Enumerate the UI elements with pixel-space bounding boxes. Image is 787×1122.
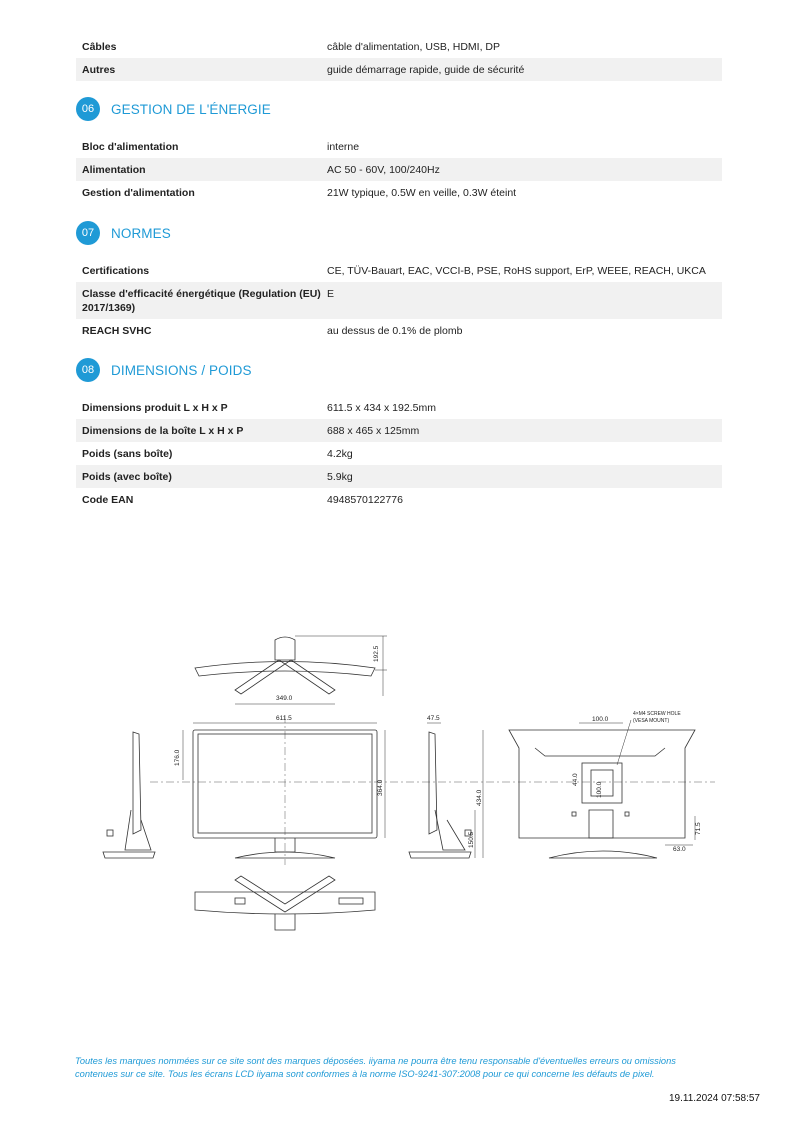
spec-row (76, 419, 722, 442)
spec-label: Classe d'efficacité énergétique (Regulation (EU) 2017/1369) (82, 287, 321, 314)
dim-width: 611.5 (276, 715, 292, 722)
spec-label: Câbles (82, 40, 117, 53)
spec-value: 4.2kg (327, 447, 353, 460)
spec-value: AC 50 - 60V, 100/240Hz (327, 163, 440, 176)
dim-stand-height: 150.5 (468, 831, 475, 848)
dim-total-height: 434.0 (476, 789, 483, 806)
dim-foot-width: 63.0 (673, 846, 686, 853)
dim-side-depth: 47.5 (427, 715, 440, 722)
spec-label: Alimentation (82, 163, 146, 176)
disclaimer-line: Toutes les marques nommées sur ce site sont des marques déposées. iiyama ne pourra être tenu responsable d'éventuelles erreurs ou omissions (75, 1056, 676, 1066)
legal-disclaimer (75, 1055, 735, 1081)
cables-table (76, 35, 722, 81)
spec-row (76, 465, 722, 488)
screw-note-1: 4×M4 SCREW HOLE (633, 711, 681, 717)
spec-value: 611.5 x 434 x 192.5mm (327, 401, 436, 414)
dim-vesa-width: 100.0 (592, 716, 609, 723)
back-view (509, 711, 702, 858)
section-number-badge: 07 (76, 221, 100, 245)
section-title: GESTION DE L'ÉNERGIE (111, 101, 271, 117)
bottom-view (195, 876, 375, 930)
section-title: DIMENSIONS / POIDS (111, 362, 252, 378)
spec-value: 4948570122776 (327, 493, 403, 506)
spec-row (76, 488, 722, 511)
section-number-badge: 06 (76, 97, 100, 121)
spec-label: Poids (sans boîte) (82, 447, 173, 460)
dim-stand-width: 349.0 (276, 695, 293, 702)
dim-depth: 192.5 (373, 645, 380, 662)
standards-table (76, 259, 722, 342)
front-view (150, 715, 715, 865)
spec-row (76, 35, 722, 58)
spec-row (76, 181, 722, 204)
dim-vesa-offset: 44.0 (572, 773, 579, 786)
section-header-dimensions (76, 358, 252, 382)
spec-value: interne (327, 140, 360, 153)
print-timestamp: 19.11.2024 07:58:57 (668, 1093, 760, 1104)
section-number-badge: 08 (76, 358, 100, 382)
dim-foot-height: 71.5 (695, 822, 702, 835)
spec-value: CE, TÜV-Bauart, EAC, VCCI-B, PSE, RoHS support, ErP, WEEE, REACH, UKCA (327, 264, 706, 277)
spec-row (76, 58, 722, 81)
section-title: NORMES (111, 225, 171, 241)
spec-value: câble d'alimentation, USB, HDMI, DP (327, 40, 500, 53)
spec-value: E (327, 287, 335, 300)
monitor-dimension-drawing (95, 630, 715, 940)
spec-value: 688 x 465 x 125mm (327, 424, 420, 437)
left-side-view (103, 732, 155, 858)
section-header-energy (76, 97, 271, 121)
disclaimer-line: contenues sur ce site. Tous les écrans LCD iiyama sont conformes à la norme ISO-9241-307:2008 pour ce qui concerne les défauts de pixel. (75, 1069, 655, 1079)
spec-row (76, 442, 722, 465)
spec-label: Gestion d'alimentation (82, 186, 195, 199)
spec-row (76, 396, 722, 419)
section-header-standards (76, 221, 171, 245)
spec-label: Autres (82, 63, 116, 76)
spec-value: 5.9kg (327, 470, 353, 483)
spec-row (76, 282, 722, 319)
dim-vesa-height: 100.0 (596, 781, 603, 798)
energy-table (76, 135, 722, 204)
spec-value: au dessus de 0.1% de plomb (327, 324, 463, 337)
top-view (195, 636, 387, 704)
spec-label: Bloc d'alimentation (82, 140, 179, 153)
spec-label: Code EAN (82, 493, 134, 506)
dim-panel-height: 364.0 (377, 779, 384, 796)
spec-label: Poids (avec boîte) (82, 470, 172, 483)
spec-row (76, 158, 722, 181)
spec-label: Dimensions de la boîte L x H x P (82, 424, 244, 437)
spec-row (76, 135, 722, 158)
dimensions-table (76, 396, 722, 511)
spec-label: Dimensions produit L x H x P (82, 401, 228, 414)
spec-label: REACH SVHC (82, 324, 152, 337)
spec-value: guide démarrage rapide, guide de sécurité (327, 63, 525, 76)
spec-row (76, 259, 722, 282)
right-side-view (409, 715, 483, 858)
dim-screen-height: 176.0 (174, 749, 181, 766)
screw-note-2: (VESA MOUNT) (633, 718, 670, 724)
spec-value: 21W typique, 0.5W en veille, 0.3W éteint (327, 186, 517, 199)
spec-label: Certifications (82, 264, 150, 277)
spec-row (76, 319, 722, 342)
